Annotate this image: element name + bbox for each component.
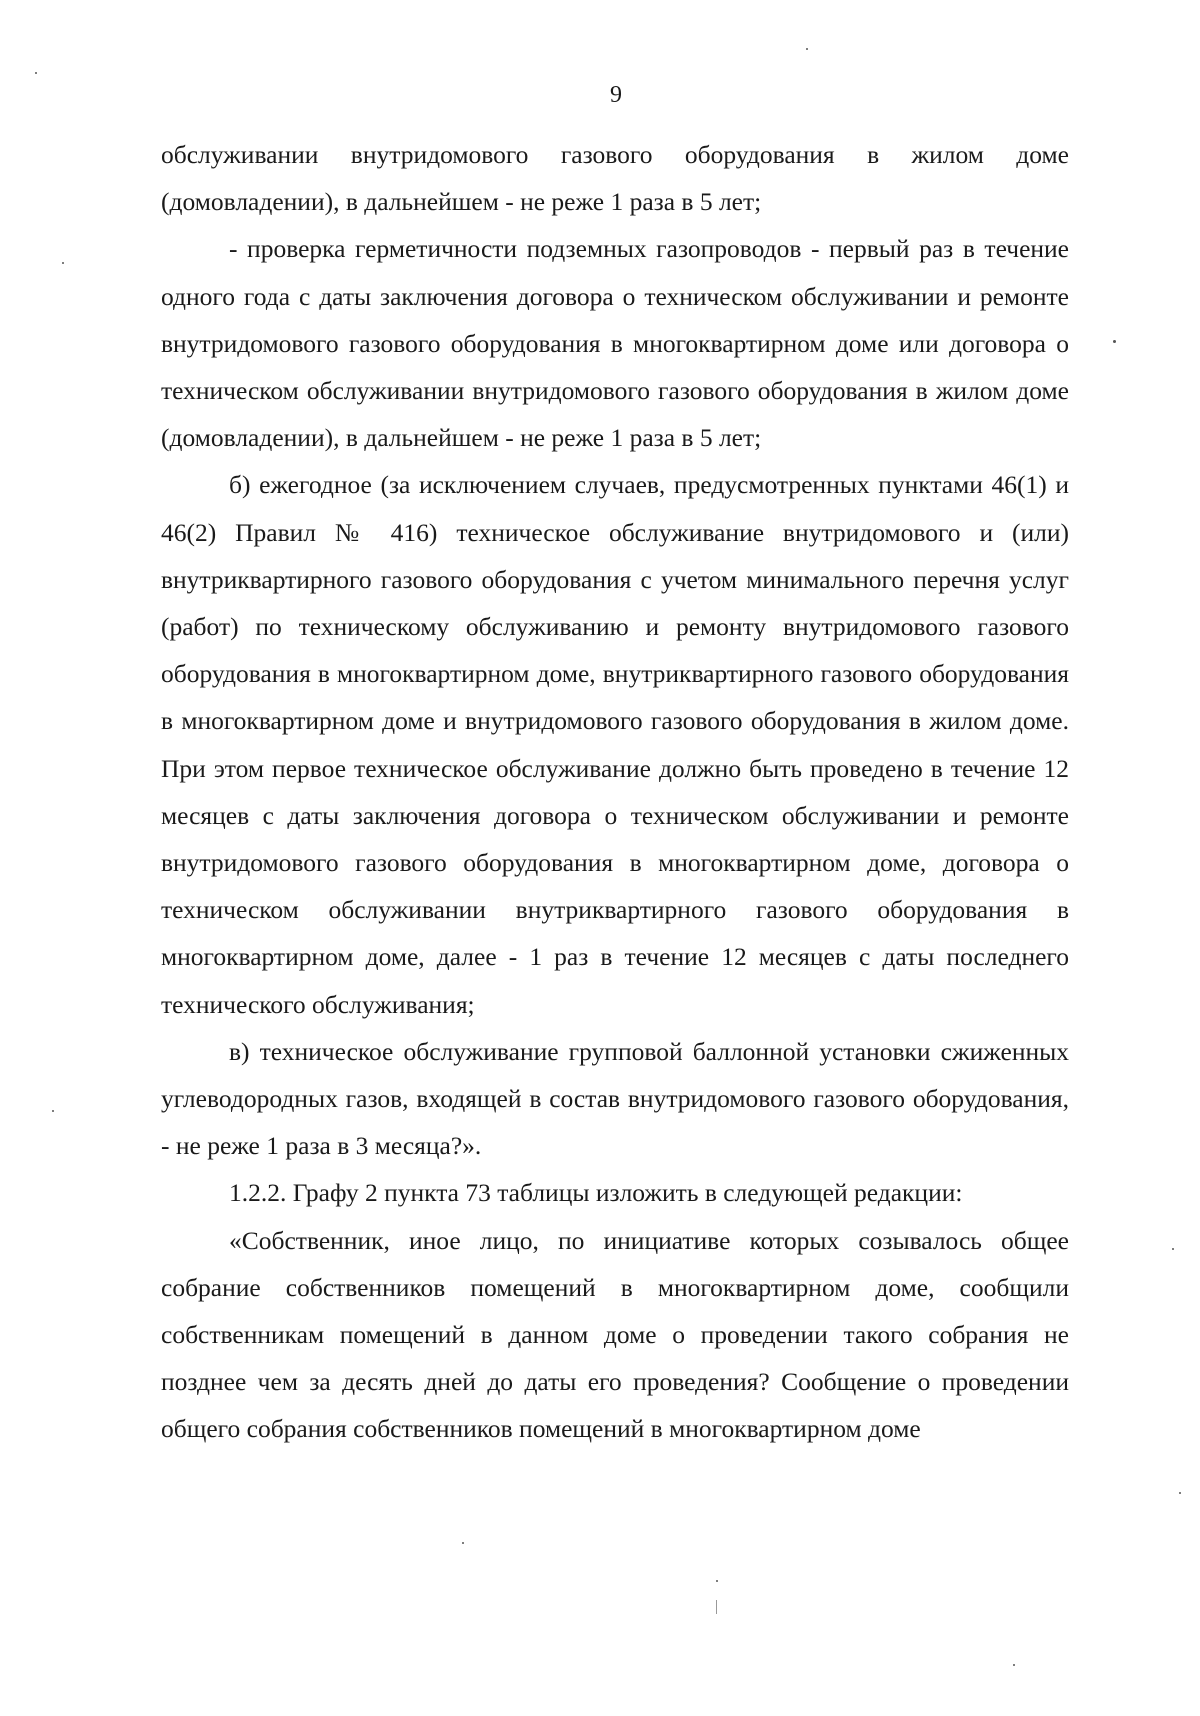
paragraph-5: 1.2.2. Графу 2 пункта 73 таблицы изложить в следующей редакции:: [229, 1178, 963, 1208]
scan-speck: [35, 72, 37, 74]
paragraph-6: «Собственник, иное лицо, по инициативе которых созывалось общее собрание собственников помещений в многоквартирном доме, сообщили собственникам помещений в данном доме о проведении такого собрания не позднее чем за десять дней до даты его проведения? Сообщение о проведении общего собрания собственников помещений в многоквартирном доме: [161, 1225, 1069, 1444]
scan-speck: [1172, 1248, 1174, 1250]
paragraph-2: - проверка герметичности подземных газопроводов - первый раз в течение одного года с даты заключения договора о техническом обслуживании и ремонте внутридомового газового оборудования в многоквартирном доме или договора о техническом обслуживании внутридомового газового оборудования в жилом доме (домовладении), в дальнейшем - не реже 1 раза в 5 лет;: [161, 234, 1069, 453]
paragraph-3: б) ежегодное (за исключением случаев, предусмотренных пунктами 46(1) и 46(2) Правил № 416) техническое обслуживание внутридомового и (или) внутриквартирного газового оборудования с учетом минимального перечня услуг (работ) по техническому обслуживанию и ремонту внутридомового газового оборудования в многоквартирном доме, внутриквартирного газового оборудования в многоквартирном доме и внутридомового газового оборудования в жилом доме. При этом первое техническое обслуживание должно быть проведено в течение 12 месяцев с даты заключения договора о техническом обслуживании и ремонте внутридомового газового оборудования в многоквартирном доме, договора о техническом обслуживании внутриквартирного газового оборудования в многоквартирном доме, далее - 1 раз в течение 12 месяцев с даты последнего технического обслуживания;: [161, 470, 1069, 1019]
page-number: 9: [610, 82, 622, 108]
scan-speck: [806, 48, 808, 50]
scan-speck: [1013, 1664, 1015, 1666]
scan-speck: [462, 1542, 464, 1544]
scan-speck: [1113, 340, 1116, 343]
scan-speck: [716, 1600, 717, 1614]
paragraph-1: обслуживании внутридомового газового оборудования в жилом доме (домовладении), в дальнейшем - не реже 1 раза в 5 лет;: [161, 140, 1069, 217]
scan-speck: [1179, 1492, 1181, 1494]
scan-speck: [62, 262, 64, 264]
scan-speck: [716, 1580, 718, 1582]
scan-speck: [52, 1110, 54, 1112]
paragraph-4: в) техническое обслуживание групповой баллонной установки сжиженных углеводородных газов, входящей в состав внутридомового газового оборудования, - не реже 1 раза в 3 месяца?».: [161, 1036, 1069, 1161]
document-body: [161, 131, 1069, 1453]
